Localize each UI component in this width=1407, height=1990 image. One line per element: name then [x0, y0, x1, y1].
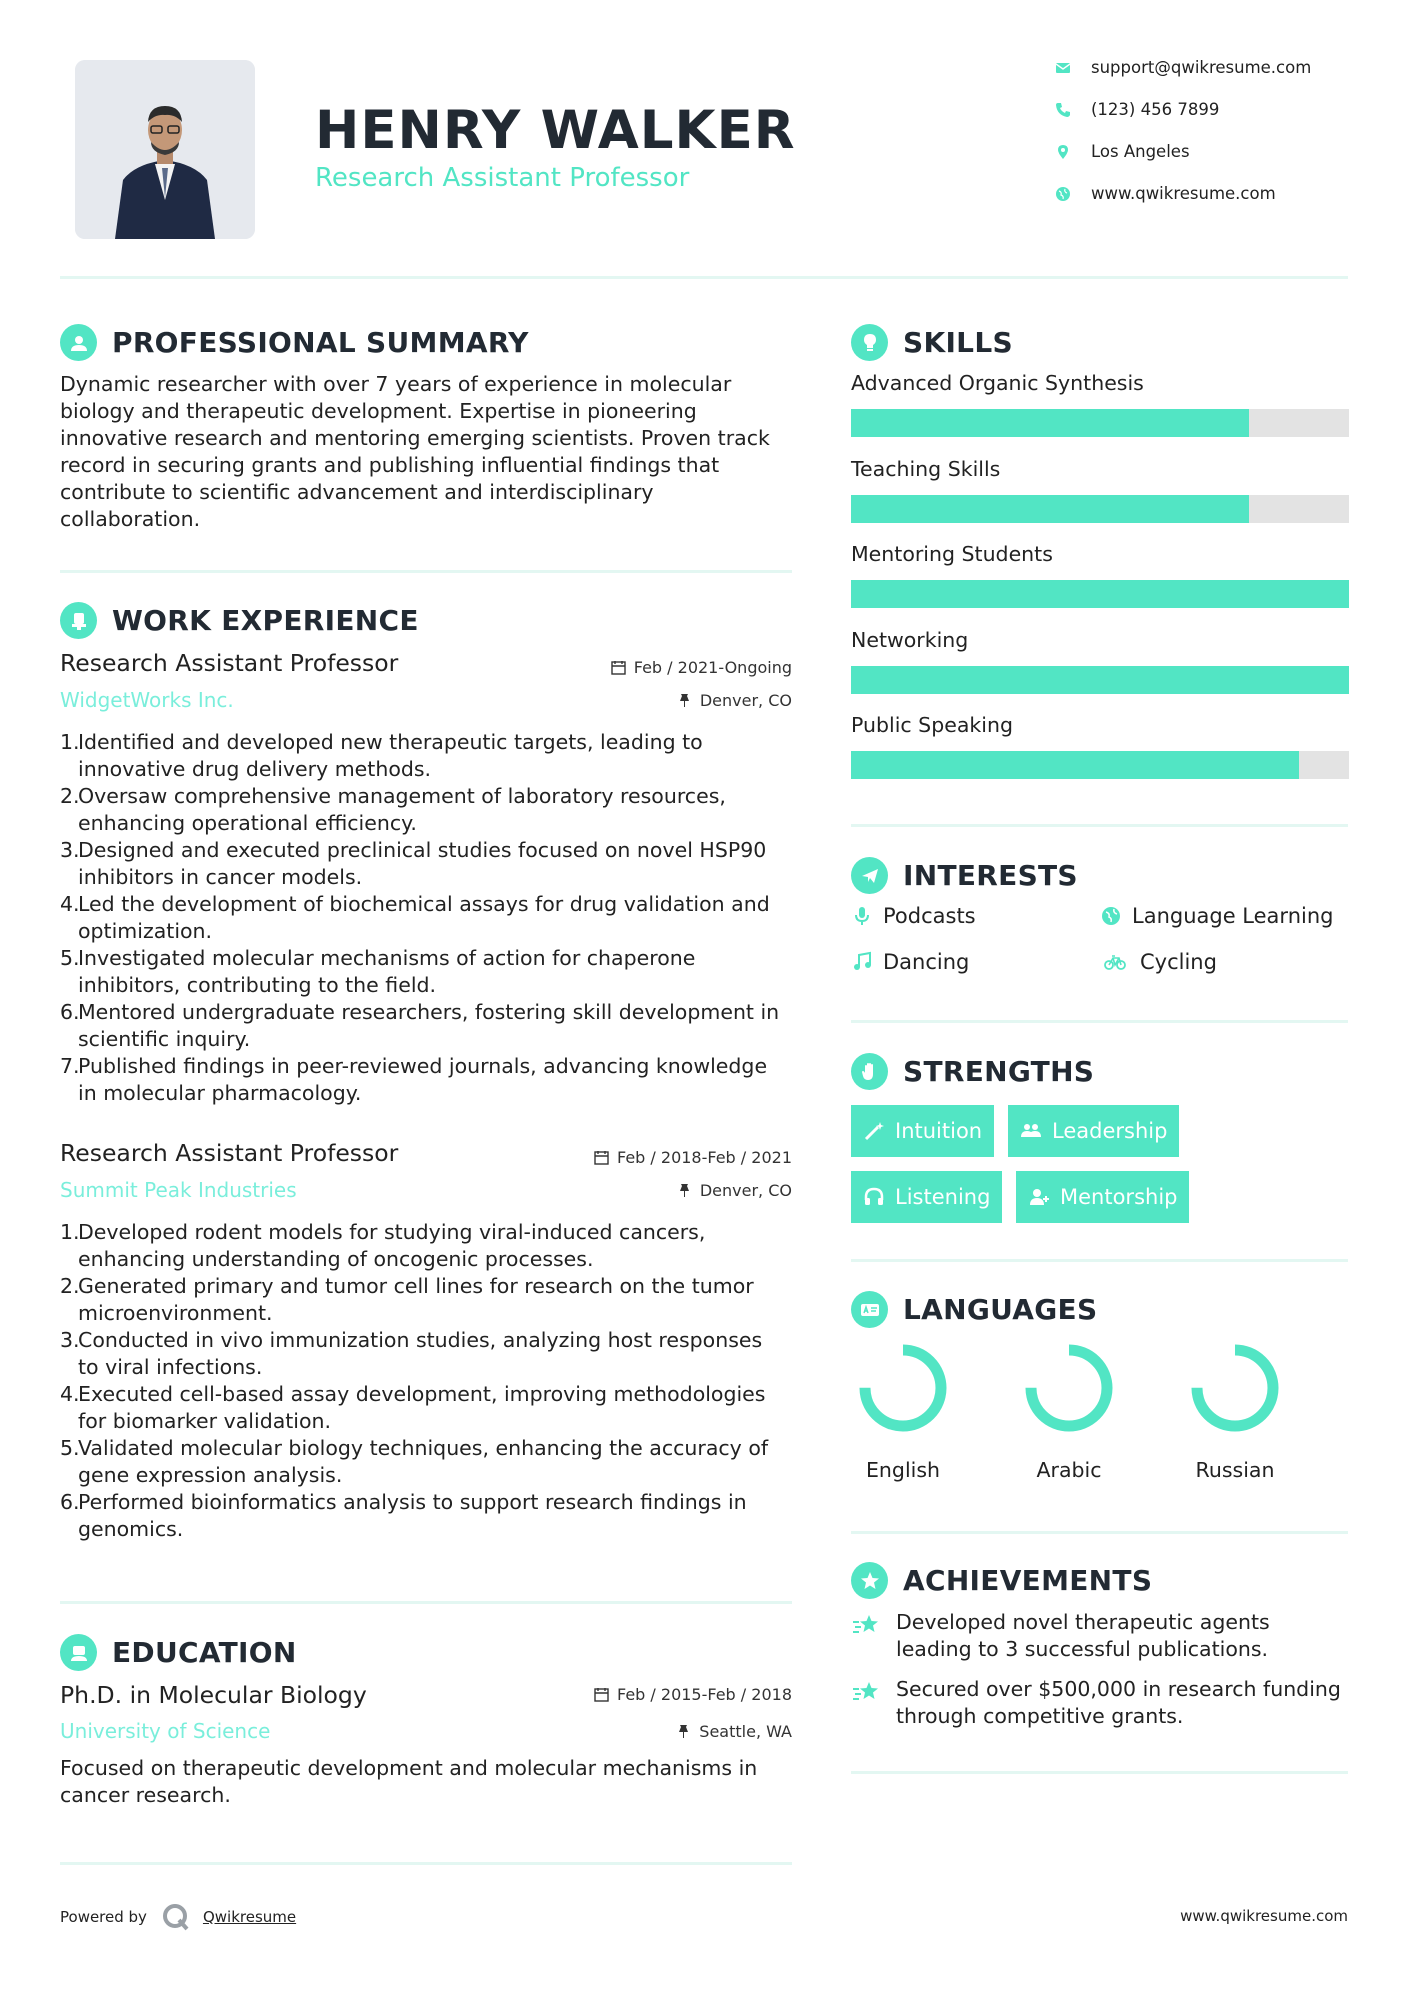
- summary-line: contribute to scientific advancement and interdisciplinary: [60, 480, 654, 504]
- strength-label: Leadership: [1052, 1119, 1168, 1143]
- phone-icon: [1055, 102, 1071, 118]
- job-responsibilities: [60, 1219, 800, 1543]
- list-item: 1. Developed rodent models for studying viral-induced cancers, enhancing understanding of oncogenic processes.: [60, 1220, 706, 1271]
- hand-icon: [851, 1053, 888, 1090]
- list-item: 5. Investigated molecular mechanisms of action for chaperone inhibitors, contributing to the field.: [60, 946, 696, 997]
- contact-location-text: Los Angeles: [1091, 142, 1190, 161]
- skills-divider: [851, 824, 1348, 827]
- languages-heading: [851, 1291, 1097, 1328]
- interest-item: [1100, 904, 1333, 928]
- strength-tag: [1008, 1105, 1179, 1157]
- list-item: 3. Designed and executed preclinical studies focused on novel HSP90 inhibitors in cancer models.: [60, 838, 767, 889]
- candidate-title: Research Assistant Professor: [315, 163, 690, 193]
- strengths-heading: [851, 1053, 1094, 1090]
- language-label: Russian: [1195, 1458, 1275, 1482]
- job-company: Summit Peak Industries: [60, 1178, 297, 1202]
- bicycle-icon: [1100, 951, 1130, 973]
- magic-wand-icon: [863, 1120, 885, 1142]
- skill-bar: [851, 495, 1349, 523]
- experience-divider: [60, 1601, 792, 1604]
- education-heading-text: EDUCATION: [112, 1636, 297, 1669]
- summary-line: biology and therapeutic development. Expertise in pioneering: [60, 399, 697, 423]
- contact-website[interactable]: [1055, 184, 1276, 203]
- paper-plane-icon: [851, 857, 888, 894]
- skill-bar-fill: [851, 751, 1299, 779]
- calendar-icon: [594, 1150, 609, 1165]
- interest-item: [1100, 950, 1217, 974]
- skill-label: Advanced Organic Synthesis: [851, 371, 1144, 395]
- job-title: Research Assistant Professor: [60, 1139, 399, 1167]
- job-location: [560, 691, 792, 710]
- strength-label: Intuition: [895, 1119, 983, 1143]
- list-item: 2. Generated primary and tumor cell lines for research on the tumor microenvironment.: [60, 1274, 754, 1325]
- list-item: 2. Oversaw comprehensive management of laboratory resources, enhancing operational efficiency.: [60, 784, 726, 835]
- school-name: University of Science: [60, 1719, 271, 1743]
- interest-label: Dancing: [883, 950, 970, 974]
- shooting-star-icon: [851, 1677, 881, 1707]
- interests-heading-text: INTERESTS: [903, 859, 1078, 892]
- achievements-heading: [851, 1562, 1152, 1599]
- job-dates-text: Feb / 2018-Feb / 2021: [617, 1148, 792, 1167]
- strength-tag: [851, 1105, 994, 1157]
- contact-email-text: support@qwikresume.com: [1091, 58, 1312, 77]
- location-pin-icon: [1055, 144, 1071, 160]
- achievement-line: leading to 3 successful publications.: [896, 1637, 1269, 1661]
- education-dates: [540, 1685, 792, 1704]
- skill-label: Teaching Skills: [851, 456, 1001, 481]
- skill-label: Networking: [851, 627, 969, 652]
- headphones-icon: [863, 1186, 885, 1208]
- summary-heading: [60, 324, 529, 361]
- list-item: 1. Identified and developed new therapeutic targets, leading to innovative drug delivery methods.: [60, 730, 703, 781]
- language-ring: [1023, 1342, 1115, 1434]
- job-responsibilities: [60, 729, 800, 1107]
- calendar-icon: [611, 660, 626, 675]
- contact-website-text: www.qwikresume.com: [1091, 184, 1276, 203]
- job-location-text: Denver, CO: [699, 1181, 792, 1200]
- lightbulb-icon: [851, 324, 888, 361]
- skill-bar: [851, 580, 1349, 608]
- interest-label: Cycling: [1140, 950, 1217, 974]
- achievement-line: Secured over $500,000 in research funding: [896, 1677, 1341, 1701]
- header-divider: [60, 276, 1348, 279]
- education-dates-text: Feb / 2015-Feb / 2018: [617, 1685, 792, 1704]
- education-line: cancer research.: [60, 1783, 231, 1807]
- list-item: 5. Validated molecular biology techniques, enhancing the accuracy of gene expression analysis.: [60, 1436, 769, 1487]
- experience-heading: [60, 602, 419, 639]
- language-ring: [857, 1342, 949, 1434]
- list-item: 6. Mentored undergraduate researchers, fostering skill development in scientific inquiry.: [60, 1000, 780, 1051]
- language-label: Arabic: [1036, 1458, 1102, 1482]
- list-item: 4. Led the development of biochemical assays for drug validation and optimization.: [60, 892, 770, 943]
- education-heading: [60, 1634, 297, 1671]
- summary-heading-text: PROFESSIONAL SUMMARY: [112, 326, 529, 359]
- brand-link[interactable]: Qwikresume: [202, 1908, 297, 1926]
- interests-heading: [851, 857, 1078, 894]
- contact-location: [1055, 142, 1190, 161]
- education-location-text: Seattle, WA: [699, 1722, 792, 1741]
- language-label: English: [865, 1458, 941, 1482]
- strength-tag: [851, 1171, 1002, 1223]
- contact-phone[interactable]: [1055, 100, 1219, 119]
- languages-divider: [851, 1531, 1348, 1534]
- music-note-icon: [851, 951, 873, 973]
- achievement-item: [851, 1609, 1351, 1663]
- achievement-line: through competitive grants.: [896, 1704, 1184, 1728]
- achievements-divider: [851, 1771, 1348, 1774]
- star-badge-icon: [851, 1562, 888, 1599]
- strength-tag: [1016, 1171, 1189, 1223]
- strength-label: Listening: [895, 1185, 991, 1209]
- degree-title: Ph.D. in Molecular Biology: [60, 1681, 367, 1709]
- skill-bar-fill: [851, 580, 1349, 608]
- pushpin-icon: [676, 1724, 691, 1739]
- skills-heading: [851, 324, 1013, 361]
- graduate-icon: [60, 1634, 97, 1671]
- footer-url[interactable]: www.qwikresume.com: [1180, 1907, 1348, 1925]
- users-icon: [1020, 1120, 1042, 1142]
- summary-divider: [60, 570, 792, 573]
- email-icon: [1055, 60, 1071, 76]
- skill-label: Public Speaking: [851, 713, 1013, 737]
- skill-bar-fill: [851, 495, 1249, 523]
- contact-phone-text: (123) 456 7899: [1091, 100, 1220, 119]
- list-item: 3. Conducted in vivo immunization studies, analyzing host responses to viral infections.: [60, 1328, 763, 1379]
- summary-line: record in securing grants and publishing influential findings that: [60, 453, 720, 477]
- calendar-icon: [594, 1687, 609, 1702]
- skill-bar: [851, 666, 1349, 694]
- globe-icon: [1055, 186, 1071, 202]
- job-location-text: Denver, CO: [699, 691, 792, 710]
- list-item: 4. Executed cell-based assay development, improving methodologies for biomarker validation.: [60, 1382, 766, 1433]
- job-dates-text: Feb / 2021-Ongoing: [633, 658, 792, 677]
- interests-divider: [851, 1020, 1348, 1023]
- pushpin-icon: [677, 693, 692, 708]
- skill-bar-fill: [851, 409, 1249, 437]
- summary-line: Dynamic researcher with over 7 years of experience in molecular: [60, 372, 732, 396]
- list-item: 6. Performed bioinformatics analysis to support research findings in genomics.: [60, 1490, 747, 1541]
- job-dates: [560, 658, 792, 677]
- interest-label: Language Learning: [1132, 904, 1334, 928]
- profile-photo: [75, 60, 255, 239]
- education-location: [560, 1722, 792, 1741]
- education-description: [60, 1755, 800, 1809]
- strengths-heading-text: STRENGTHS: [903, 1055, 1095, 1088]
- list-item: 7. Published findings in peer-reviewed journals, advancing knowledge in molecular pharmacology.: [60, 1054, 768, 1105]
- powered-by-text: Powered by: [60, 1908, 147, 1926]
- achievement-item: [851, 1676, 1351, 1730]
- strength-label: Mentorship: [1060, 1185, 1178, 1209]
- achievements-heading-text: ACHIEVEMENTS: [903, 1564, 1153, 1597]
- interest-label: Podcasts: [883, 904, 976, 928]
- language-ring: [1189, 1342, 1281, 1434]
- microphone-icon: [851, 905, 873, 927]
- shooting-star-icon: [851, 1610, 881, 1640]
- qwikresume-logo-icon: [161, 1902, 191, 1932]
- globe-icon: [1100, 905, 1122, 927]
- job-dates: [540, 1148, 792, 1167]
- footer-powered: [60, 1902, 296, 1932]
- skill-bar: [851, 751, 1349, 779]
- job-title: Research Assistant Professor: [60, 649, 399, 677]
- job-location: [560, 1181, 792, 1200]
- experience-heading-text: WORK EXPERIENCE: [112, 604, 419, 637]
- achievement-line: Developed novel therapeutic agents: [896, 1610, 1270, 1634]
- summary-text: [60, 371, 790, 533]
- strengths-divider: [851, 1259, 1348, 1262]
- contact-email[interactable]: [1055, 58, 1311, 77]
- skill-label: Mentoring Students: [851, 542, 1053, 566]
- job-company: WidgetWorks Inc.: [60, 688, 234, 712]
- briefcase-icon: [60, 602, 97, 639]
- languages-heading-text: LANGUAGES: [903, 1293, 1098, 1326]
- candidate-name: HENRY WALKER: [315, 100, 796, 161]
- skill-bar-fill: [851, 666, 1349, 694]
- skills-heading-text: SKILLS: [903, 326, 1013, 359]
- interest-item: [851, 950, 969, 974]
- summary-line: innovative research and mentoring emerging scientists. Proven track: [60, 426, 770, 450]
- user-icon: [60, 324, 97, 361]
- user-plus-icon: [1028, 1186, 1050, 1208]
- pushpin-icon: [677, 1183, 692, 1198]
- summary-line: collaboration.: [60, 507, 201, 531]
- language-card-icon: [851, 1291, 888, 1328]
- education-line: Focused on therapeutic development and molecular mechanisms in: [60, 1756, 758, 1780]
- skill-bar: [851, 409, 1349, 437]
- interest-item: [851, 904, 976, 928]
- education-divider: [60, 1862, 792, 1865]
